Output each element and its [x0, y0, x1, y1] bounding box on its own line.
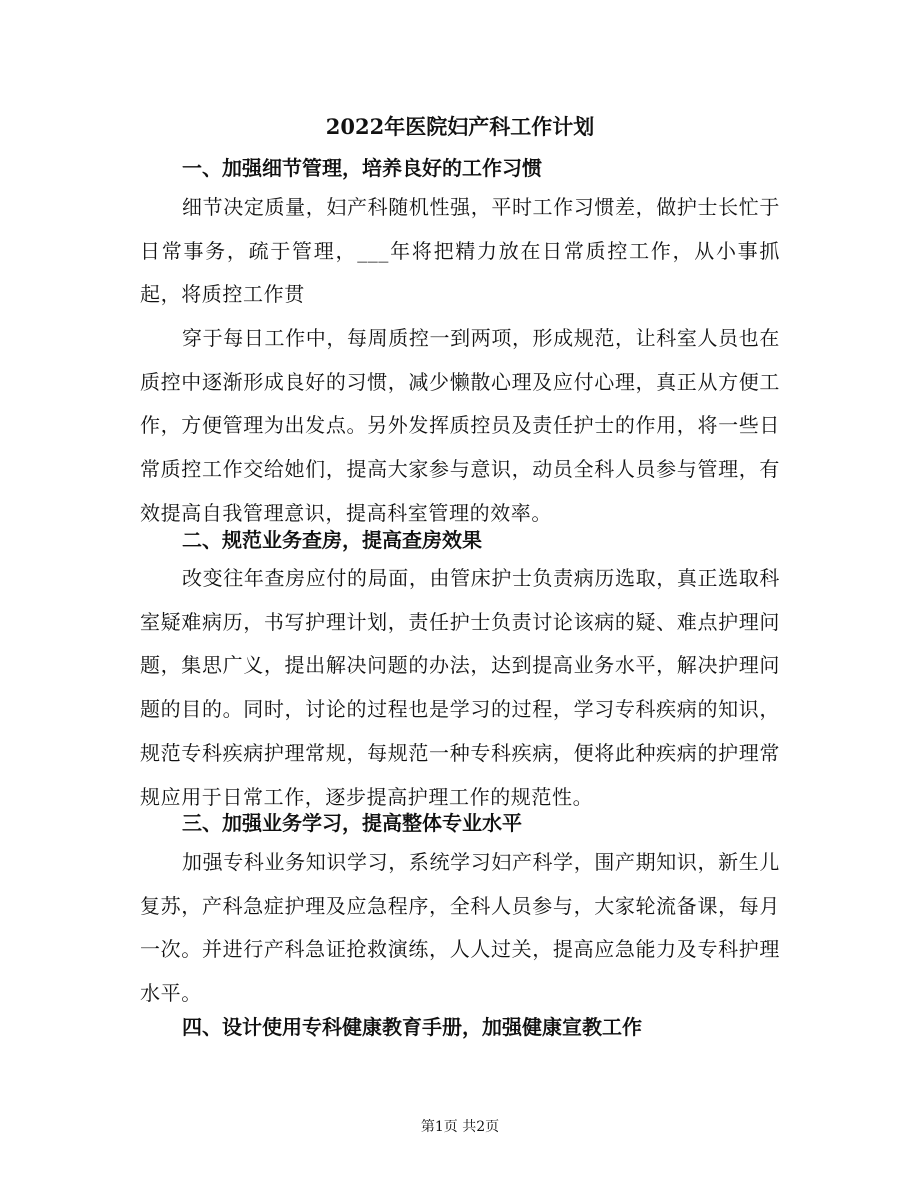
document-title: 2022年医院妇产科工作计划: [325, 114, 595, 139]
section-1-paragraph-1: 细节决定质量，妇产科随机性强，平时工作习惯差，做护士长忙于日常事务，疏于管理，___年将把精力放在日常质控工作，从小事抓起，将质控工作贯: [140, 195, 780, 307]
section-heading-3: 三、加强业务学习，提高整体专业水平: [182, 811, 522, 835]
section-heading-1: 一、加强细节管理，培养良好的工作习惯: [182, 156, 542, 180]
section-3-paragraph-1: 加强专科业务知识学习，系统学习妇产科学，围产期知识，新生儿复苏，产科急症护理及应急程序，全科人员参与，大家轮流备课，每月一次。并进行产科急证抢救演练，人人过关，提高应急能力及专科护理水平。: [140, 850, 780, 1006]
section-2-paragraph-1: 改变往年查房应付的局面，由管床护士负责病历选取，真正选取科室疑难病历，书写护理计划，责任护士负责讨论该病的疑、难点护理问题，集思广义，提出解决问题的办法，达到提高业务水平，解决护理问题的目的。同时，讨论的过程也是学习的过程，学习专科疾病的知识，规范专科疾病护理常规，每规范一种专科疾病，便将此种疾病的护理常规应用于日常工作，逐步提高护理工作的规范性。: [140, 566, 780, 809]
section-1-paragraph-2: 穿于每日工作中，每周质控一到两项，形成规范，让科室人员也在质控中逐渐形成良好的习惯，减少懒散心理及应付心理，真正从方便工作，方便管理为出发点。另外发挥质控员及责任护士的作用，将一些日常质控工作交给她们，提高大家参与意识，动员全科人员参与管理，有效提高自我管理意识，提高科室管理的效率。: [140, 326, 780, 525]
page-footer: 第1页 共2页: [420, 1119, 500, 1135]
section-heading-2: 二、规范业务查房，提高查房效果: [182, 528, 482, 552]
section-heading-4: 四、设计使用专科健康教育手册，加强健康宣教工作: [182, 1015, 642, 1039]
